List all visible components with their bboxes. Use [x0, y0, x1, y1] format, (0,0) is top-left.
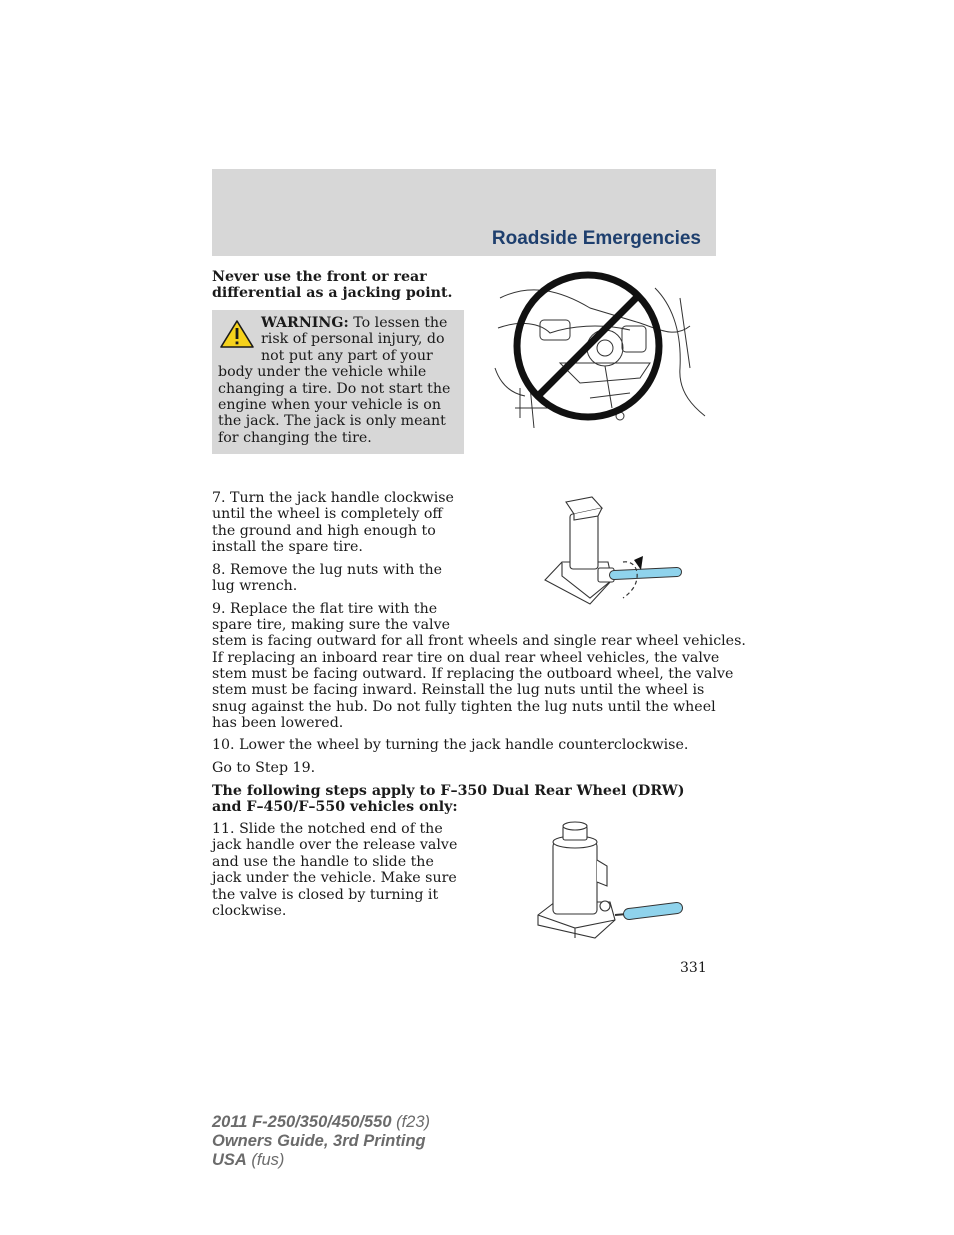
step-7: 7. Turn the jack handle clockwise until the wheel is completely off the ground and high enough to install the spare tire. — [212, 490, 454, 556]
no-differential-jack-illustration — [490, 268, 710, 438]
page-number: 331 — [680, 960, 707, 976]
goto-step-19: Go to Step 19. — [212, 760, 316, 776]
step-9-line-5: stem must be facing outward. If replacing the outboard wheel, the valve — [212, 666, 734, 682]
drw-heading: The following steps apply to F–350 Dual Rear Wheel (DRW) and F–450/F–550 vehicles only: — [212, 783, 685, 816]
jack-release-valve-illustration — [535, 820, 685, 945]
step-8: 8. Remove the lug nuts with the lug wrench. — [212, 562, 443, 595]
step-9-line-3: stem is facing outward for all front wheels and single rear wheel vehicles. — [212, 633, 746, 649]
step-9-line-8: has been lowered. — [212, 715, 344, 731]
step-9-line-2: spare tire, making sure the valve — [212, 617, 450, 633]
footer-line-3: USA (fus) — [212, 1151, 285, 1169]
step-11: 11. Slide the notched end of the jack handle over the release valve and use the handle to slide the jack under the vehicle. Make sure the valve is closed by turning it clockwise. — [212, 821, 458, 920]
header-band — [212, 169, 716, 256]
warning-box — [212, 310, 464, 454]
warning-label: WARNING: — [261, 315, 349, 331]
section-title: Roadside Emergencies — [491, 228, 701, 249]
step-10: 10. Lower the wheel by turning the jack handle counterclockwise. — [212, 737, 689, 753]
warning-triangle-icon — [218, 319, 256, 349]
warning-body: To lessen the risk of personal injury, do not put any part of your body under the vehicle while changing a tire. Do not start the engine when your vehicle is on the jack. The jack is only meant for changing the tire. — [218, 315, 451, 446]
footer-line-2: Owners Guide, 3rd Printing — [212, 1132, 426, 1150]
differential-note: Never use the front or rear differential as a jacking point. — [212, 269, 453, 302]
step-9-line-6: stem must be facing inward. Reinstall the lug nuts until the wheel is — [212, 682, 705, 698]
step-9-line-4: If replacing an inboard rear tire on dual rear wheel vehicles, the valve — [212, 650, 720, 666]
step-9-line-7: snug against the hub. Do not fully tighten the lug nuts until the wheel — [212, 699, 716, 715]
footer-line-1: 2011 F-250/350/450/550 (f23) — [212, 1113, 431, 1131]
step-9-line-1: 9. Replace the flat tire with the — [212, 601, 438, 617]
jack-handle-clockwise-illustration — [540, 492, 685, 610]
footer — [212, 1113, 430, 1170]
